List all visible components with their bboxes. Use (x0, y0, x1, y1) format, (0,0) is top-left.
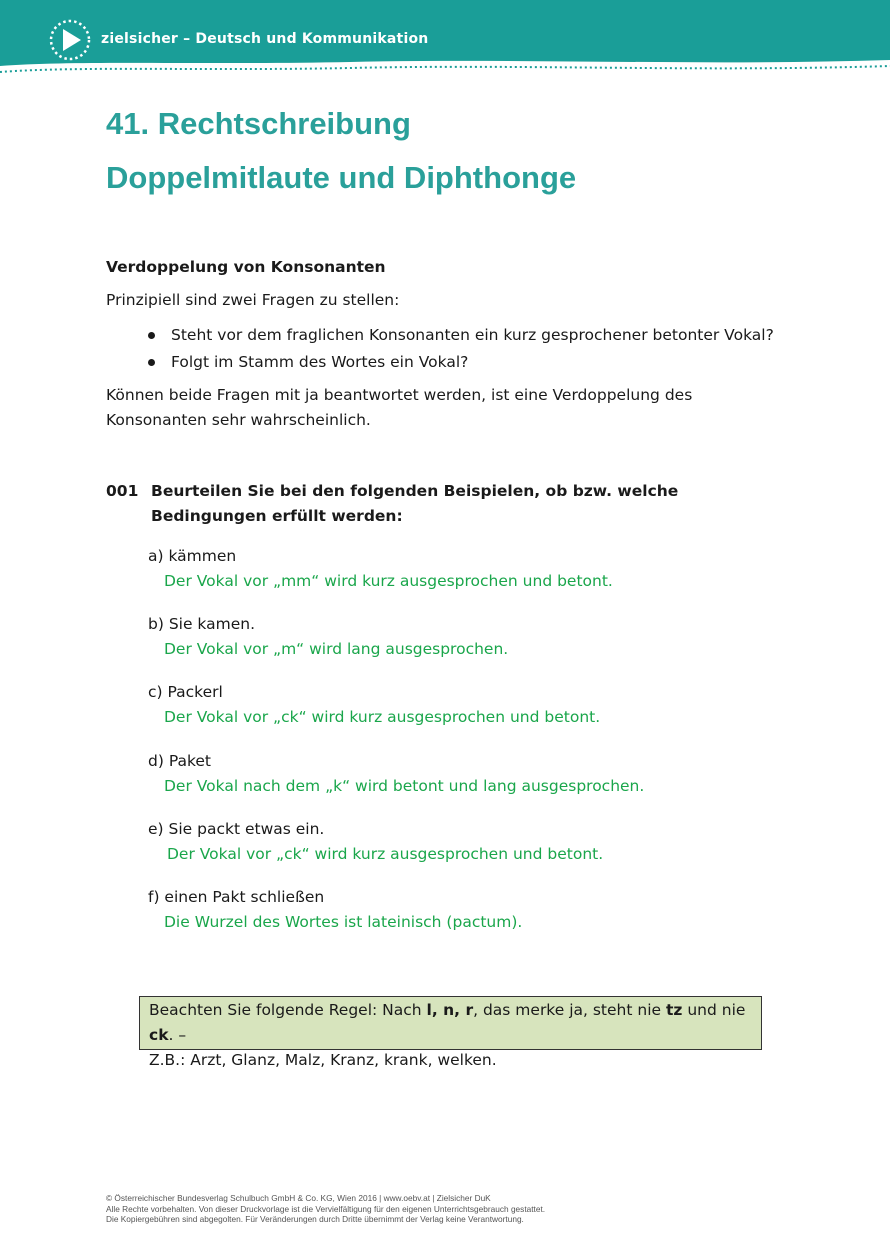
footer-line: Die Kopiergebühren sind abgegolten. Für Veränderungen durch Dritte übernimmt der Verlag keine Verantwortung. (106, 1214, 524, 1224)
exercise-item (148, 817, 603, 867)
page-title: 41. Rechtschreibung (106, 106, 411, 141)
footer-line: © Österreichischer Bundesverlag Schulbuch GmbH & Co. KG, Wien 2016 | www.oebv.at | Zielsicher DuK (106, 1193, 491, 1203)
task-number: 001 (106, 482, 139, 500)
exercise-item (148, 885, 522, 935)
copyright-footer (106, 1193, 545, 1225)
exercise-item (148, 544, 613, 594)
conclusion-text: Können beide Fragen mit ja beantwortet werden, ist eine Verdoppelung des Konsonanten sehr wahrscheinlich. (106, 386, 693, 429)
item-label: c) Packerl (148, 683, 223, 701)
task-instruction: Beurteilen Sie bei den folgenden Beispielen, ob bzw. welche Bedingungen erfüllt werden: (151, 482, 679, 525)
item-answer: Der Vokal vor „ck“ wird kurz ausgesprochen und betont. (167, 845, 604, 863)
task-heading (106, 479, 766, 529)
question-list (148, 322, 774, 376)
rule-text: Beachten Sie folgende Regel: Nach l, n, r, das merke ja, steht nie tz und nie ck. – (149, 1001, 746, 1044)
item-label: a) kämmen (148, 547, 237, 565)
list-item: Folgt im Stamm des Wortes ein Vokal? (148, 349, 774, 376)
exercise-item (148, 749, 644, 799)
rule-box (139, 996, 762, 1069)
footer-line: Alle Rechte vorbehalten. Von dieser Druckvorlage ist die Vervielfältigung für den eigenen Unterrichtsgebrauch gestattet. (106, 1203, 546, 1214)
item-answer: Der Vokal vor „mm“ wird kurz ausgesprochen und betont. (164, 572, 613, 590)
list-item: Steht vor dem fraglichen Konsonanten ein kurz gesprochener betonter Vokal? (148, 322, 774, 349)
header-banner (0, 0, 890, 80)
item-answer: Der Vokal nach dem „k“ wird betont und lang ausgesprochen. (164, 777, 645, 795)
rule-examples: Z.B.: Arzt, Glanz, Malz, Kranz, krank, welken. (149, 1051, 497, 1069)
exercise-item (148, 680, 600, 730)
item-label: e) Sie packt etwas ein. (148, 820, 325, 838)
item-label: f) einen Pakt schließen (148, 888, 325, 906)
brand-title: zielsicher – Deutsch und Kommunikation (101, 31, 429, 47)
item-answer: Der Vokal vor „ck“ wird kurz ausgesprochen und betont. (164, 708, 601, 726)
bullet-icon (148, 332, 155, 339)
item-answer: Die Wurzel des Wortes ist lateinisch (pactum). (164, 913, 523, 931)
exercise-item (148, 612, 508, 662)
intro-text: Prinzipiell sind zwei Fragen zu stellen: (106, 291, 400, 309)
item-label: b) Sie kamen. (148, 615, 256, 633)
bullet-icon (148, 359, 155, 366)
section-heading: Verdoppelung von Konsonanten (106, 258, 386, 276)
page-subtitle: Doppelmitlaute und Diphthonge (106, 160, 577, 195)
item-label: d) Paket (148, 752, 211, 770)
item-answer: Der Vokal vor „m“ wird lang ausgesprochen. (164, 640, 509, 658)
